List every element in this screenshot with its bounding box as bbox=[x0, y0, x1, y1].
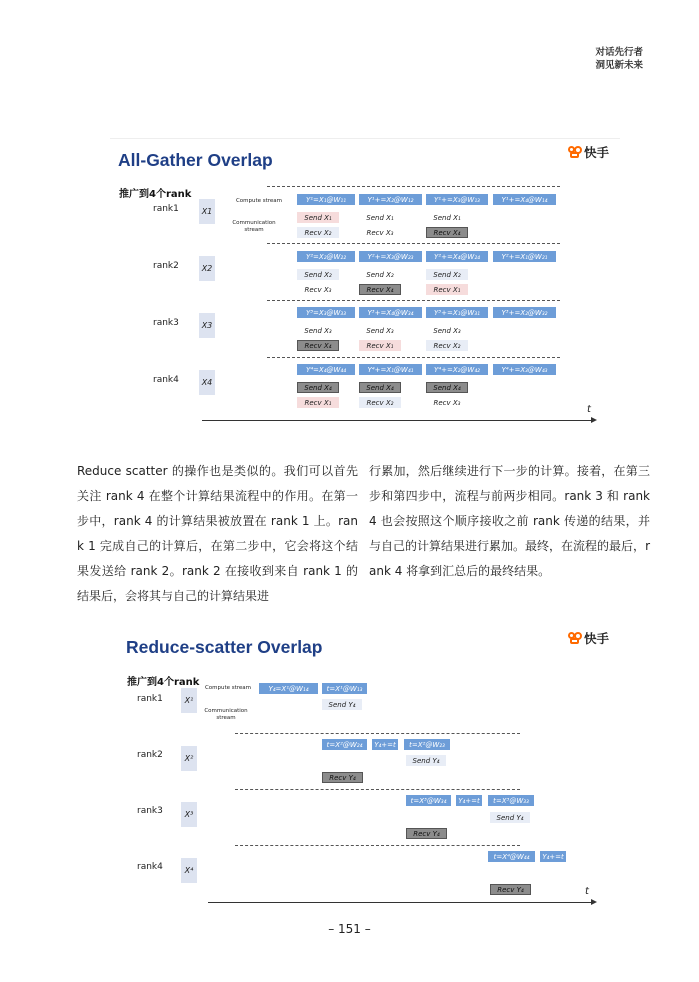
compute-block: Y⁴=X₄@W₄₄ bbox=[297, 364, 355, 375]
communication-stream-label: Communication stream bbox=[204, 708, 248, 721]
rank-label: rank2 bbox=[153, 261, 179, 271]
compute-block: Y²+=X₁@W₂₁ bbox=[493, 251, 556, 262]
compute-block: Y²=X₂@W₂₂ bbox=[297, 251, 355, 262]
compute-block: Y¹+=X₃@W₁₃ bbox=[426, 194, 488, 205]
send-block: Send X₄ bbox=[426, 382, 468, 393]
send-block: Send X₄ bbox=[297, 382, 339, 393]
rank-input-box: X4 bbox=[199, 370, 215, 395]
compute-block: t=X³@W₃₄ bbox=[406, 795, 451, 806]
rank-input-box: X¹ bbox=[181, 688, 197, 713]
figure-top-rule bbox=[110, 138, 620, 139]
kuaishou-logo bbox=[568, 143, 609, 161]
kuaishou-logo-icon bbox=[568, 632, 582, 644]
compute-block: Y³+=X₄@W₃₄ bbox=[359, 307, 422, 318]
send-block: Send X₃ bbox=[433, 326, 461, 335]
rank-label: rank4 bbox=[137, 862, 163, 872]
body-paragraph-right: 行累加，然后继续进行下一步的计算。接着，在第三步和第四步中，流程与前两步相同。rank 3 和 rank 4 也会按照这个顺序接收之前 rank 传递的结果，并与自己的计算结果进行累加。最终，在流程的最后，rank 4 将拿到汇总后的最终结果。 bbox=[369, 464, 650, 578]
compute-block: Y³+=X₁@W₃₁ bbox=[426, 307, 488, 318]
rank-input-box: X³ bbox=[181, 802, 197, 827]
timeline-separator bbox=[267, 357, 560, 358]
compute-block: Y⁴+=X₂@W₄₂ bbox=[426, 364, 488, 375]
recv-block: Recv X₂ bbox=[359, 397, 401, 408]
send-block: Send X₁ bbox=[433, 213, 461, 222]
all-gather-figure bbox=[80, 138, 620, 433]
timeline-separator bbox=[235, 733, 520, 734]
compute-block: Y⁴+=X₃@W₄₃ bbox=[493, 364, 556, 375]
recv-block: Recv X₁ bbox=[297, 397, 339, 408]
compute-block: Y₄+=t bbox=[456, 795, 482, 806]
compute-block: Y₄+=t bbox=[372, 739, 398, 750]
send-block: Send Y₄ bbox=[322, 699, 362, 710]
compute-block: Y²+=X₃@W₂₃ bbox=[359, 251, 422, 262]
kuaishou-logo bbox=[568, 629, 609, 647]
rank-label: rank3 bbox=[153, 318, 179, 328]
send-block: Send X₂ bbox=[297, 269, 339, 280]
page-number: – 151 – bbox=[328, 922, 371, 936]
send-block: Send X₂ bbox=[366, 270, 394, 279]
timeline-separator bbox=[267, 300, 560, 301]
rank-input-box: X⁴ bbox=[181, 858, 197, 883]
recv-block: Recv Y₄ bbox=[322, 772, 363, 783]
compute-block: Y²+=X₄@W₂₄ bbox=[426, 251, 488, 262]
rank-input-box: X1 bbox=[199, 199, 215, 224]
rank-label: rank1 bbox=[137, 694, 163, 704]
timeline-separator bbox=[235, 789, 520, 790]
kuaishou-logo-icon bbox=[568, 146, 582, 158]
time-axis-arrow-icon bbox=[591, 417, 597, 423]
send-block: Send Y₄ bbox=[490, 812, 530, 823]
recv-block: Recv X₁ bbox=[359, 340, 401, 351]
rank-label: rank4 bbox=[153, 375, 179, 385]
recv-block: Recv X₂ bbox=[297, 227, 339, 238]
compute-stream-label: Compute stream bbox=[204, 685, 252, 691]
send-block: Send X₁ bbox=[366, 213, 394, 222]
rank-label: rank1 bbox=[153, 204, 179, 214]
recv-block: Recv X₃ bbox=[366, 228, 394, 237]
recv-block: Recv X₄ bbox=[359, 284, 401, 295]
rank-input-box: X2 bbox=[199, 256, 215, 281]
logo-text: 快手 bbox=[584, 145, 610, 160]
send-block: Send X₃ bbox=[366, 326, 394, 335]
recv-block: Recv X₄ bbox=[426, 227, 468, 238]
compute-block: Y⁴+=X₁@W₄₁ bbox=[359, 364, 422, 375]
compute-block: t=X²@W₂₄ bbox=[322, 739, 367, 750]
recv-block: Recv X₃ bbox=[433, 398, 461, 407]
compute-block: Y₄+=t bbox=[540, 851, 566, 862]
timeline-separator bbox=[235, 845, 520, 846]
timeline-separator bbox=[267, 243, 560, 244]
time-axis-label: t bbox=[587, 404, 591, 415]
compute-block: Y¹+=X₄@W₁₄ bbox=[493, 194, 556, 205]
recv-block: Recv X₃ bbox=[304, 285, 332, 294]
time-axis-label: t bbox=[585, 886, 589, 897]
header-line-1: 对话先行者 bbox=[595, 47, 643, 58]
send-block: Send X₄ bbox=[359, 382, 401, 393]
send-block: Send X₂ bbox=[426, 269, 468, 280]
compute-block: t=X¹@W₁₃ bbox=[322, 683, 367, 694]
compute-block: t=X³@W₃₃ bbox=[488, 795, 534, 806]
compute-block: Y¹=X₁@W₁₁ bbox=[297, 194, 355, 205]
body-paragraph-left: Reduce scatter 的操作也是类似的。我们可以首先关注 rank 4 在整个计算结果流程中的作用。在第一步中，rank 4 的计算结果被放置在 rank 1 上。rank 1 完成自己的计算后，在第二步中，它会将这个结果发送给 rank 2。rank 2 在接收到来自 rank 1 的结果后，会将其与自己的计算结果进 bbox=[77, 464, 358, 603]
time-axis-arrow-icon bbox=[591, 899, 597, 905]
header-line-2: 洞见新未来 bbox=[595, 60, 643, 71]
send-block: Send X₃ bbox=[304, 326, 332, 335]
compute-stream-label: Compute stream bbox=[235, 198, 283, 204]
figure-title: All-Gather Overlap bbox=[118, 150, 273, 170]
rank-input-box: X3 bbox=[199, 313, 215, 338]
recv-block: Recv X₂ bbox=[426, 340, 468, 351]
timeline-separator bbox=[267, 186, 560, 187]
recv-block: Recv Y₄ bbox=[406, 828, 447, 839]
communication-stream-label: Communication stream bbox=[232, 220, 276, 233]
rank-input-box: X² bbox=[181, 746, 197, 771]
figure-subtitle: 推广到4个rank bbox=[127, 677, 200, 688]
figure-subtitle: 推广到4个rank bbox=[119, 189, 192, 200]
recv-block: Recv Y₄ bbox=[490, 884, 531, 895]
recv-block: Recv X₄ bbox=[297, 340, 339, 351]
compute-block: t=X⁴@W₄₄ bbox=[488, 851, 535, 862]
logo-text: 快手 bbox=[584, 631, 610, 646]
time-axis bbox=[202, 420, 592, 421]
time-axis bbox=[208, 902, 592, 903]
rank-label: rank3 bbox=[137, 806, 163, 816]
recv-block: Recv X₁ bbox=[426, 284, 468, 295]
rank-label: rank2 bbox=[137, 750, 163, 760]
compute-block: Y³+=X₂@W₃₂ bbox=[493, 307, 556, 318]
send-block: Send Y₄ bbox=[406, 755, 446, 766]
compute-block: t=X²@W₂₃ bbox=[404, 739, 450, 750]
compute-block: Y³=X₃@W₃₃ bbox=[297, 307, 355, 318]
reduce-scatter-figure bbox=[80, 622, 620, 910]
page-header bbox=[595, 46, 643, 72]
figure-title: Reduce-scatter Overlap bbox=[126, 637, 323, 657]
compute-block: Y₄=X¹@W₁₄ bbox=[259, 683, 318, 694]
compute-block: Y¹+=X₂@W₁₂ bbox=[359, 194, 422, 205]
send-block: Send X₁ bbox=[297, 212, 339, 223]
